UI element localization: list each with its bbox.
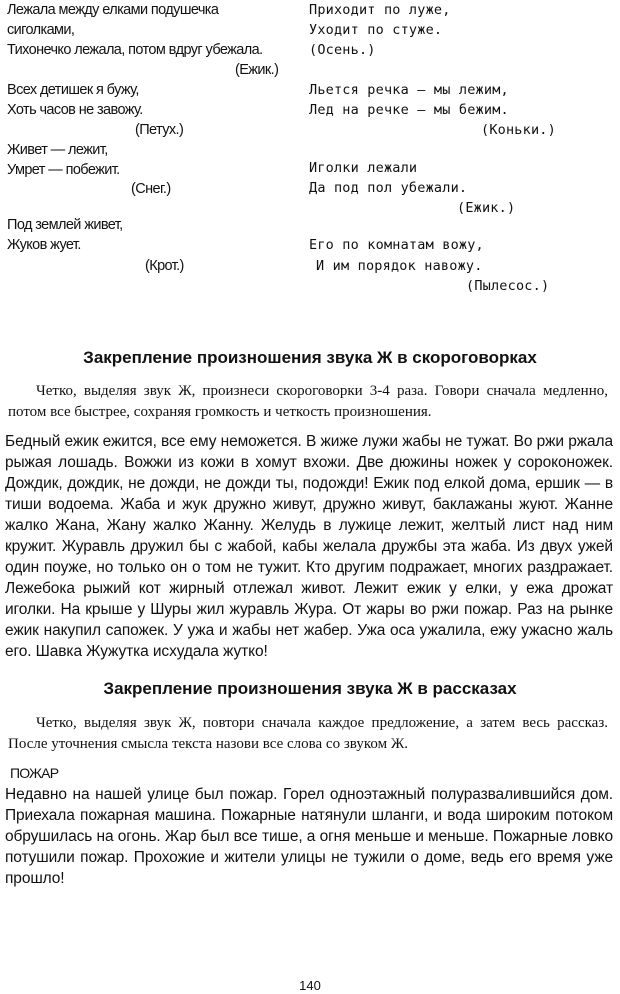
riddle-line: Его по комнатам вожу, bbox=[309, 237, 484, 253]
riddle-line: Живет — лежит, bbox=[7, 142, 108, 158]
riddle-line: И им порядок навожу. bbox=[316, 258, 483, 274]
riddle-line: Жуков жует. bbox=[7, 237, 81, 253]
riddle-line: Всех детишек я бужу, bbox=[7, 82, 139, 98]
story-title: ПОЖАР bbox=[10, 765, 59, 781]
riddle-line: Уходит по стуже. bbox=[309, 22, 443, 38]
riddle-answer: (Крот.) bbox=[145, 258, 184, 274]
riddle-line: Приходит по луже, bbox=[309, 2, 451, 18]
tongue-twisters-instruction: Четко, выделяя звук Ж, произнеси скороговорки 3-4 раза. Говори сначала медленно, потом все быстрее, сохраняя громкость и четкость произношения. bbox=[8, 383, 608, 420]
riddle-answer: (Осень.) bbox=[309, 42, 376, 58]
riddle-line: Лед на речке — мы бежим. bbox=[309, 102, 509, 118]
riddle-answer: (Ежик.) bbox=[235, 62, 279, 78]
riddle-line: Хоть часов не завожу. bbox=[7, 102, 143, 118]
stories-instruction: Четко, выделяя звук Ж, повтори сначала каждое предложение, а затем весь рассказ. После уточнения смысла текста назови все слова со звуком Ж. bbox=[8, 715, 608, 752]
riddle-line: Лежала между елками подушечка bbox=[7, 2, 219, 18]
riddle-line: Иголки лежали bbox=[309, 160, 418, 176]
section-heading-stories: Закрепление произношения звука Ж в рассказах bbox=[103, 679, 517, 698]
section-heading-tongue-twisters: Закрепление произношения звука Ж в скороговорках bbox=[83, 348, 537, 367]
riddle-answer: (Ежик.) bbox=[457, 200, 516, 216]
riddle-line: Да под пол убежали. bbox=[309, 180, 468, 196]
page-number: 140 bbox=[299, 978, 321, 993]
riddle-answer: (Петух.) bbox=[135, 122, 184, 138]
riddle-answer: (Пылесос.) bbox=[466, 278, 550, 294]
riddle-line: Умрет — побежит. bbox=[7, 162, 120, 178]
tongue-twisters-text: Бедный ежик ежится, все ему неможется. В жиже лужи жабы не тужат. Во ржи ржала рыжая лошадь. Вожжи из кожи в хомут вхожи. Две дюжины ножек у сороконожек. Дождик, дождик, не дожди, не дожди ты, подожди! Ежик под елкой дома, ершик — в тиши водоема. Жаба и жук дружно живут, дружно живут, баклажаны жуют. Жанне жалко Жана, Жану жалко Жанну. Желудь в лужице лежит, желтый лист над ним кружит. Журавль дружил бы с жабой, кабы желала дружбы эта жаба. Из двух ужей один поуже, но только он о том не тужит. Кто другим подражает, многих раздражает. Лежебока рыжий кот жирный отлежал живот. Лежит ежик у елки, у ежа дрожат иголки. На крыше у Шуры жил журавль Жура. От жары во ржи пожар. Раз на рынке ежик накупил сапожек. У ужа и жабы нет жабер. Ужа оса ужалила, ежу ужасно жаль его. Шавка Жужутка исхудала жутко! bbox=[5, 433, 613, 660]
riddle-answer: (Коньки.) bbox=[481, 122, 556, 138]
riddle-answer: (Снег.) bbox=[131, 181, 171, 197]
riddle-line: Тихонечко лежала, потом вдруг убежала. bbox=[7, 42, 263, 58]
riddle-line: Под землей живет, bbox=[7, 217, 123, 233]
story-text: Недавно на нашей улице был пожар. Горел одноэтажный полуразвалившийся дом. Приехала пожарная машина. Пожарные натянули шланги, и вода широким потоком обрушилась на огонь. Жар был все тише, а огня меньше и меньше. Пожарные ловко потушили пожар. Прохожие и жители улицы не тужили о доме, ведь его время уже прошло! bbox=[5, 786, 613, 887]
riddle-line: сиголками, bbox=[7, 22, 75, 38]
riddle-line: Льется речка — мы лежим, bbox=[309, 82, 509, 98]
